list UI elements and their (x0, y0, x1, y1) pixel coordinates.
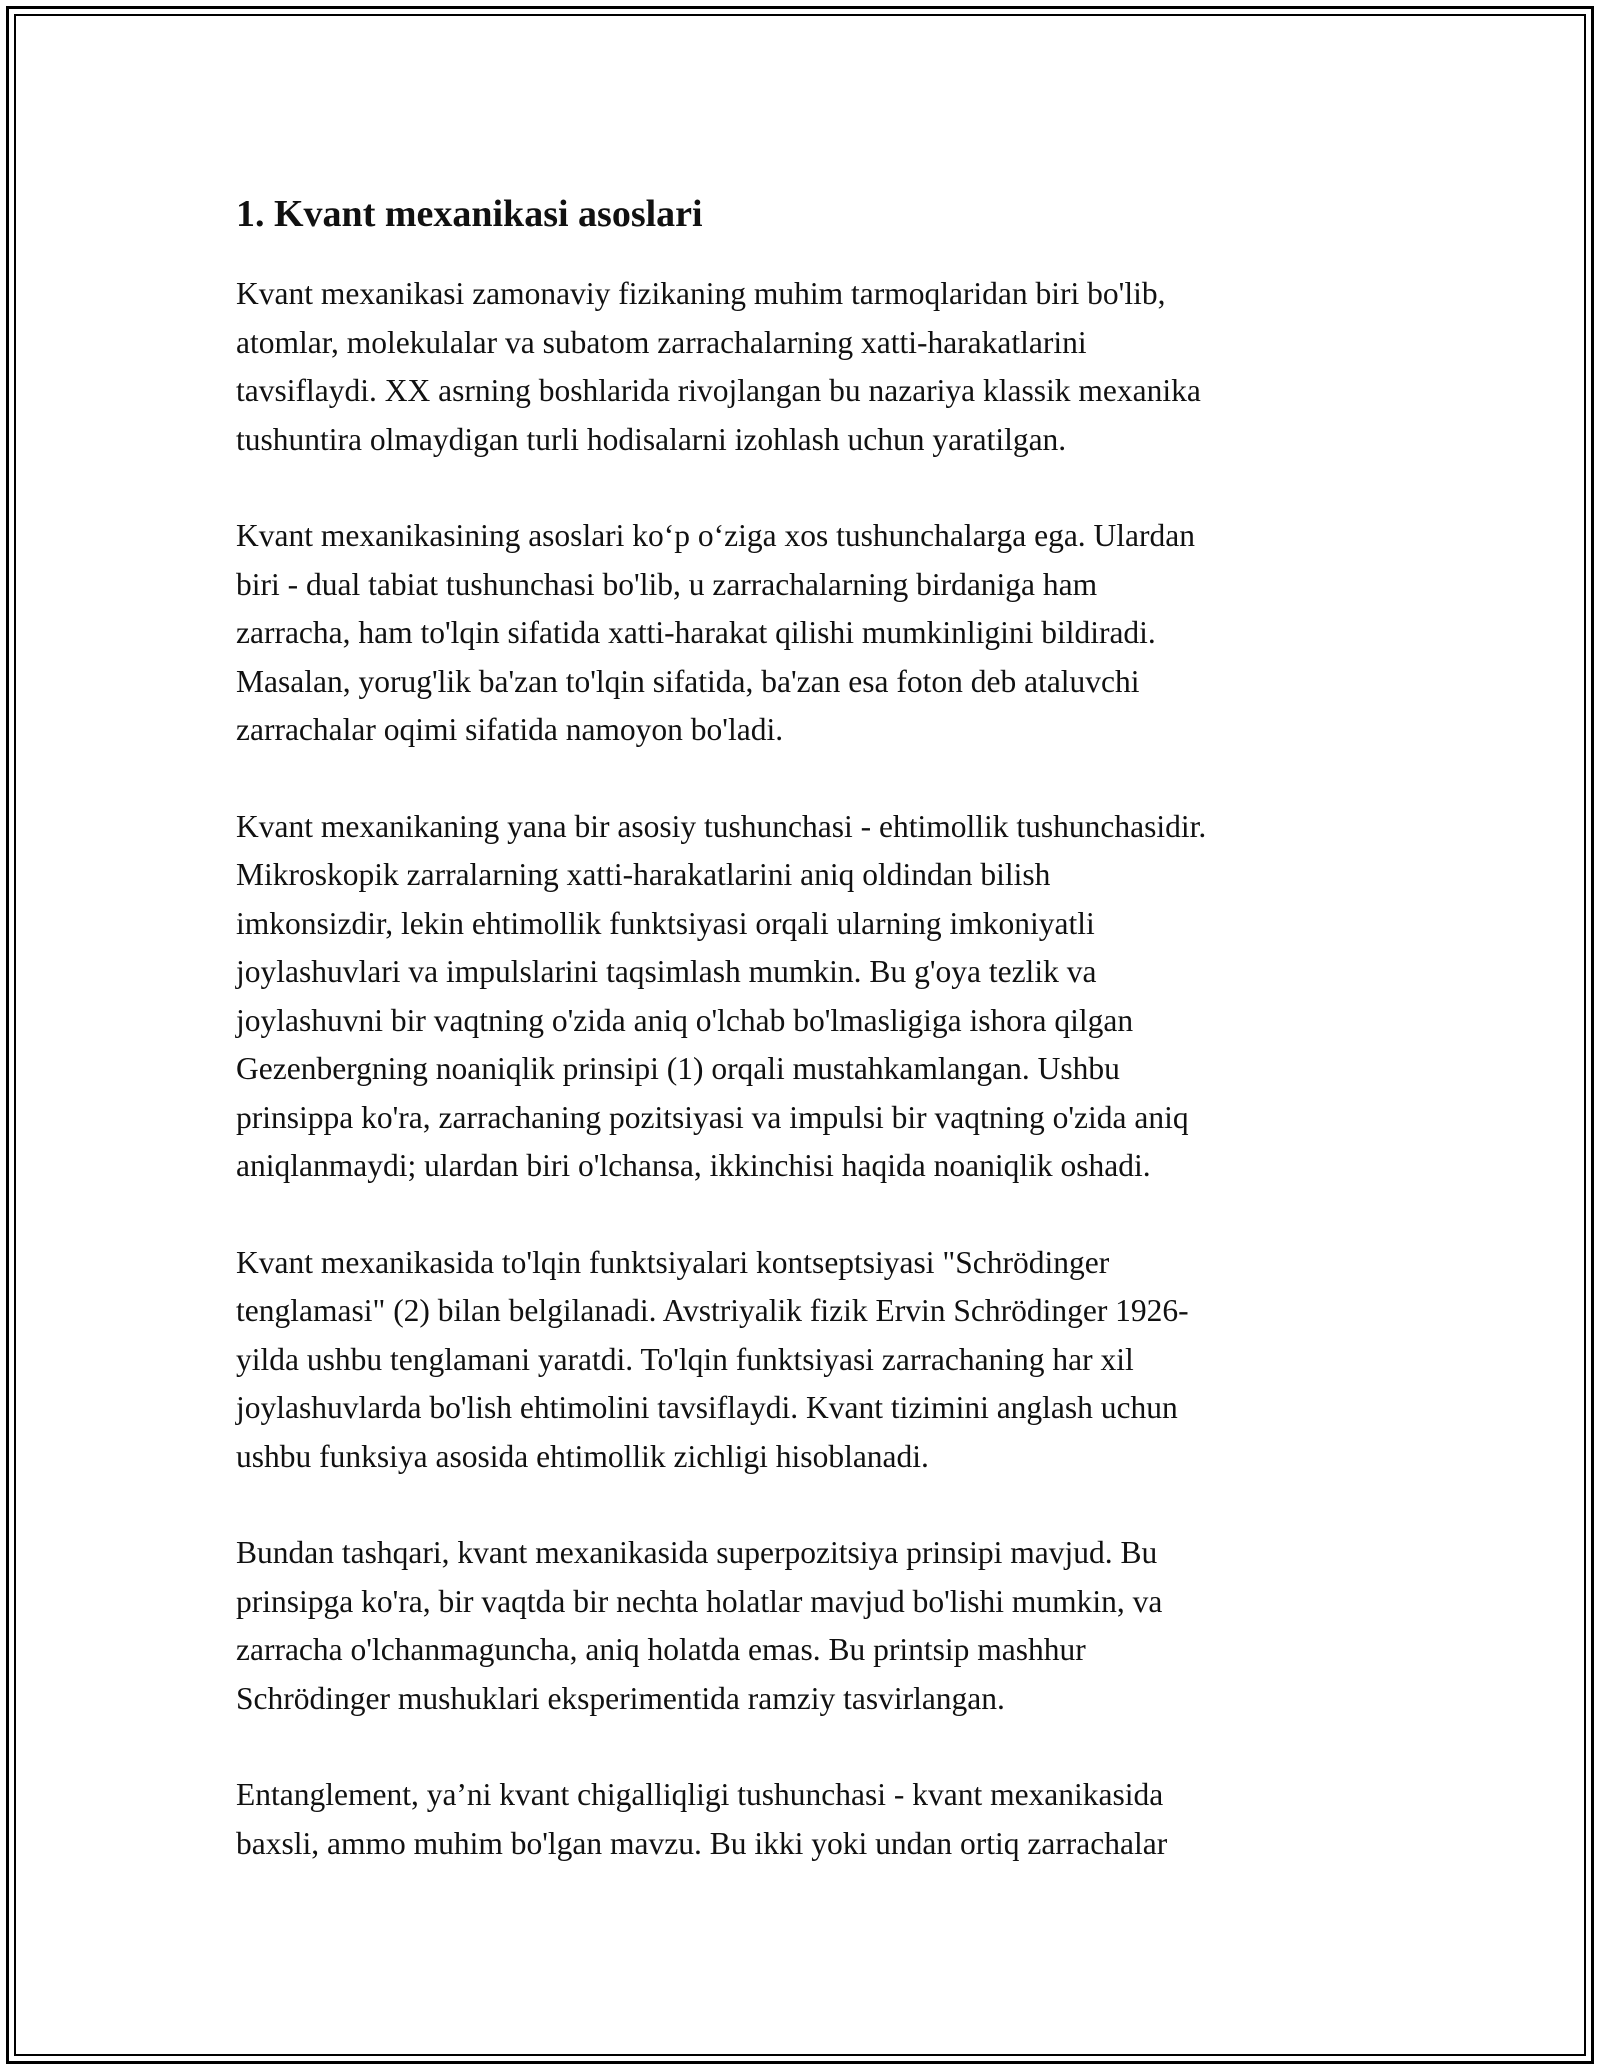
text-line: Schrödinger mushuklari eksperimentida ramziy tasvirlangan. (236, 1680, 1005, 1716)
text-line: Masalan, yorug'lik ba'zan to'lqin sifatida, ba'zan esa foton deb ataluvchi (236, 663, 1140, 699)
paragraph-1 (236, 270, 1386, 464)
text-line: joylashuvlari va impulslarini taqsimlash mumkin. Bu g'oya tezlik va (236, 954, 1097, 989)
text-line: atomlar, molekulalar va subatom zarrachalarning xatti-harakatlarini (236, 324, 1087, 360)
paragraph-3 (236, 803, 1386, 1191)
text-line: prinsippa ko'ra, zarrachaning pozitsiyasi va impulsi bir vaqtning o'zida aniq (236, 1099, 1189, 1135)
text-line: imkonsizdir, lekin ehtimollik funktsiyasi orqali ularning imkoniyatli (236, 905, 1095, 941)
text-line: Kvant mexanikasi zamonaviy fizikaning muhim tarmoqlaridan biri bo'lib, (236, 276, 1166, 311)
paragraph-2 (236, 512, 1386, 755)
text-line: Kvant mexanikasining asoslari ko‘p o‘ziga xos tushunchalarga ega. Ulardan (236, 518, 1196, 553)
text-line: Gezenbergning noaniqlik prinsipi (1) orqali mustahkamlangan. Ushbu (236, 1051, 1120, 1086)
text-line: zarrachalar oqimi sifatida namoyon bo'ladi. (236, 712, 784, 747)
text-line: tushuntira olmaydigan turli hodisalarni izohlash uchun yaratilgan. (236, 421, 1067, 457)
text-line: biri - dual tabiat tushunchasi bo'lib, u zarrachalarning birdaniga ham (236, 566, 1098, 602)
text-line: aniqlanmaydi; ulardan biri o'lchansa, ikkinchisi haqida noaniqlik oshadi. (236, 1148, 1151, 1183)
document-body (236, 188, 1386, 1916)
text-line: prinsipga ko'ra, bir vaqtda bir nechta holatlar mavjud bo'lishi mumkin, va (236, 1583, 1163, 1619)
text-line: baxsli, ammo muhim bo'lgan mavzu. Bu ikki yoki undan ortiq zarrachalar (236, 1825, 1168, 1861)
text-line: joylashuvlarda bo'lish ehtimolini tavsiflaydi. Kvant tizimini anglash uchun (236, 1390, 1178, 1425)
text-line: yilda ushbu tenglamani yaratdi. To'lqin funktsiyasi zarrachaning har xil (236, 1341, 1134, 1377)
text-line: Kvant mexanikaning yana bir asosiy tushunchasi - ehtimollik tushunchasidir. (236, 808, 1207, 844)
text-line: Mikroskopik zarralarning xatti-harakatlarini aniq oldindan bilish (236, 857, 1051, 892)
text-line: zarracha, ham to'lqin sifatida xatti-harakat qilishi mumkinligini bildiradi. (236, 615, 1156, 650)
paragraph-4 (236, 1239, 1386, 1482)
text-line: Entanglement, ya’ni kvant chigalliqligi tushunchasi - kvant mexanikasida (236, 1777, 1164, 1812)
paragraph-5 (236, 1529, 1386, 1723)
text-line: ushbu funksiya asosida ehtimollik zichligi hisoblanadi. (236, 1438, 929, 1474)
text-line: Bundan tashqari, kvant mexanikasida superpozitsiya prinsipi mavjud. Bu (236, 1535, 1158, 1570)
text-line: joylashuvni bir vaqtning o'zida aniq o'lchab bo'lmasligiga ishora qilgan (236, 1002, 1134, 1038)
text-line: tenglamasi" (2) bilan belgilanadi. Avstriyalik fizik Ervin Schrödinger 1926- (236, 1293, 1189, 1328)
text-line: zarracha o'lchanmaguncha, aniq holatda emas. Bu printsip mashhur (236, 1632, 1086, 1667)
section-heading: 1. Kvant mexanikasi asoslari (236, 193, 703, 235)
paragraph-6 (236, 1771, 1386, 1868)
text-line: Kvant mexanikasida to'lqin funktsiyalari kontseptsiyasi "Schrödinger (236, 1244, 1110, 1280)
text-line: tavsiflaydi. XX asrning boshlarida rivojlangan bu nazariya klassik mexanika (236, 373, 1201, 408)
